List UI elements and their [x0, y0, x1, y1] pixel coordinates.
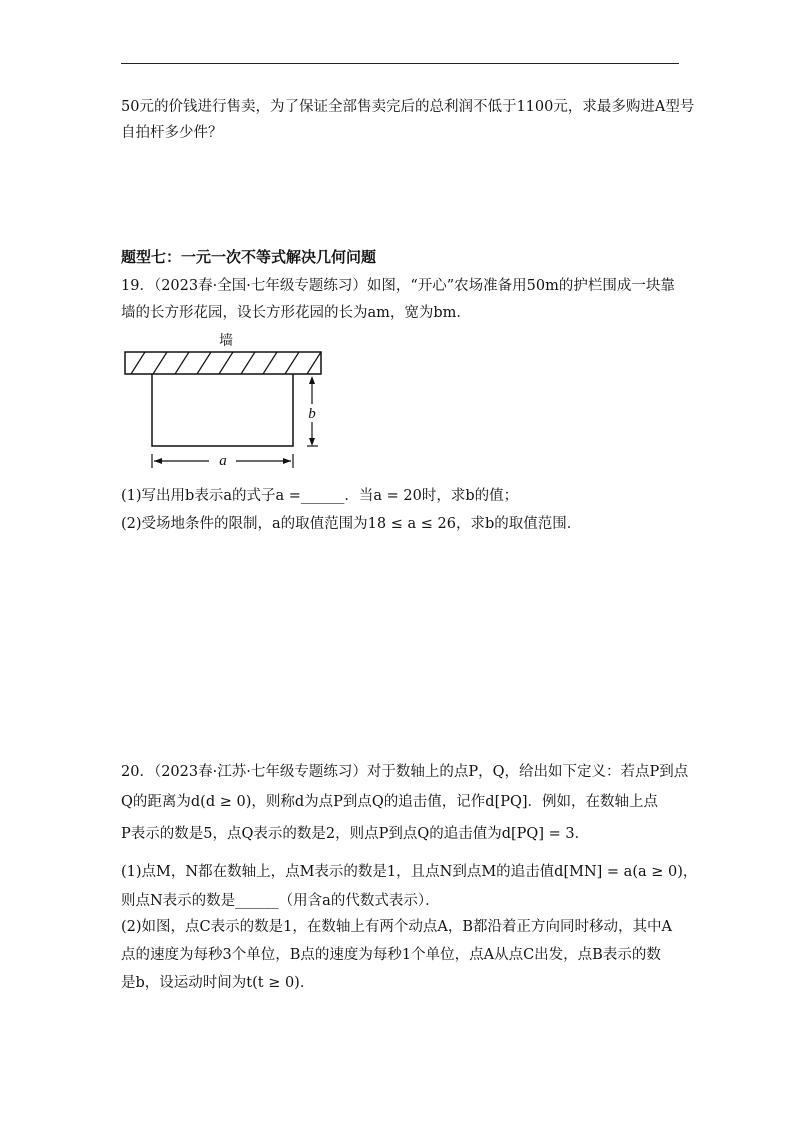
- q20-text-line-2: Q的距离为d(d ≥ 0)，则称d为点P到点Q的追击值，记作d[PQ]．例如，在数轴上点: [121, 794, 659, 810]
- garden-fence: [152, 374, 293, 446]
- q20-text-line-3: P表示的数是5，点Q表示的数是2，则点P到点Q的追击值为d[PQ] = 3．: [121, 826, 590, 842]
- garden-diagram: [121, 330, 331, 470]
- q18-text-line-2: 自拍杆多少件？: [121, 125, 223, 141]
- q20-part-2-line-2: 点的速度为每秒3个单位，B点的速度为每秒1个单位，点A从点C出发，点B表示的数: [121, 947, 661, 963]
- wall-label: 墙: [219, 334, 233, 349]
- q20-text-line-1: 20．（2023春·江苏·七年级专题练习）对于数轴上的点P，Q，给出如下定义：若点P到点: [121, 764, 689, 780]
- q20-part-2-line-1: (2)如图，点C表示的数是1，在数轴上有两个动点A，B都沿着正方向同时移动，其中A: [121, 919, 672, 935]
- wall-hatching: [131, 352, 321, 374]
- q19-text-line-1: 19．（2023春·全国·七年级专题练习）如图，“开心”农场准备用50m的护栏围成一块靠: [121, 278, 675, 294]
- a-arrow-left: [154, 458, 162, 464]
- section-heading: 题型七：一元一次不等式解决几何问题: [121, 248, 377, 266]
- b-arrow-up: [309, 376, 315, 384]
- a-label: a: [219, 453, 227, 469]
- a-arrow-right: [283, 458, 291, 464]
- b-arrow-down: [309, 438, 315, 446]
- q20-part-1-line-2: 则点N表示的数是______（用含a的代数式表示）．: [121, 893, 440, 909]
- q19-part-1: (1)写出用b表示a的式子a =______．当a = 20时，求b的值；: [121, 488, 519, 504]
- q20-part-2-line-3: 是b，设运动时间为t(t ≥ 0)．: [121, 975, 315, 991]
- header-rule: [121, 63, 679, 64]
- q20-part-1-line-1: (1)点M，N都在数轴上，点M表示的数是1，且点N到点M的追击值d[MN] = a(a ≥ 0)，: [121, 864, 698, 880]
- q19-part-2: (2)受场地条件的限制，a的取值范围为18 ≤ a ≤ 26，求b的取值范围．: [121, 516, 582, 532]
- q18-text-line-1: 50元的价钱进行售卖，为了保证全部售卖完后的总利润不低于1100元，求最多购进A型号: [121, 99, 695, 115]
- b-label: b: [308, 406, 316, 422]
- q19-text-line-2: 墙的长方形花园，设长方形花园的长为am，宽为bm．: [121, 305, 471, 321]
